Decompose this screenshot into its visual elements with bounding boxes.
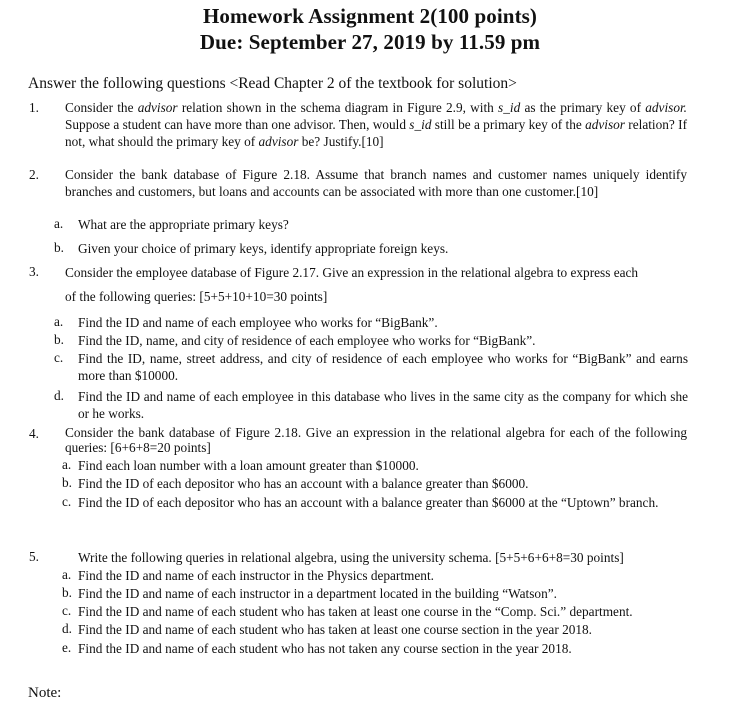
- q2-item-text: Given your choice of primary keys, identify appropriate foreign keys.: [78, 241, 449, 256]
- q2-item-letter: b.: [54, 240, 64, 255]
- q3-item-letter: b.: [54, 332, 64, 347]
- q5-item-text: Find the ID and name of each student who has not taken any course section in the year 2018.: [78, 641, 572, 656]
- q5-item-text: Find the ID and name of each instructor in a department located in the building “Watson”.: [78, 586, 557, 601]
- q5-item-letter: e.: [62, 640, 72, 655]
- q2-item-letter: a.: [54, 216, 64, 231]
- due-date: Due: September 27, 2019 by 11.59 pm: [199, 30, 541, 54]
- q3-item-text: Find the ID, name, and city of residence of each employee who works for “BigBank”.: [78, 333, 536, 348]
- q4-item-text: Find the ID of each depositor who has an account with a balance greater than $6000.: [78, 476, 529, 491]
- q5-item-letter: d.: [62, 621, 72, 636]
- question-5-text: Write the following queries in relational algebra, using the university schema. [5+5+6+6+8=30 points]: [78, 550, 624, 565]
- note-label: Note:: [28, 685, 62, 701]
- q4-item-letter: b.: [62, 475, 72, 490]
- q3-item-text: Find the ID and name of each employee in this database who lives in the same city as the company for which she or he works.: [78, 389, 688, 421]
- q3-item-text: Find the ID, name, street address, and city of residence of each employee who works for “BigBank” and earns more than $10000.: [78, 351, 688, 383]
- instructions: Answer the following questions <Read Chapter 2 of the textbook for solution>: [28, 75, 517, 92]
- question-5-number: 5.: [29, 549, 39, 564]
- q4-item-text: Find each loan number with a loan amount greater than $10000.: [78, 458, 419, 473]
- q4-item-text: Find the ID of each depositor who has an account with a balance greater than $6000 at the “Uptown” branch.: [78, 495, 659, 510]
- question-3-number: 3.: [29, 264, 39, 279]
- q4-item-letter: a.: [62, 457, 72, 472]
- question-3-text-line2: of the following queries: [5+5+10+10=30 points]: [65, 289, 328, 304]
- question-1-text: Consider the advisor relation shown in the schema diagram in Figure 2.9, with s_id as the primary key of advisor. Suppose a student can have more than one advisor. Then, would s_id still be a primary key of the advisor relation? If not, what should the primary key of advisor be? Justify.[10]: [65, 100, 688, 149]
- q3-item-letter: c.: [54, 350, 64, 365]
- q5-item-text: Find the ID and name of each student who has taken at least one course in the “Comp. Sci.” department.: [78, 604, 633, 619]
- q5-item-letter: c.: [62, 603, 72, 618]
- q5-item-letter: a.: [62, 567, 72, 582]
- question-4-text: Consider the bank database of Figure 2.18. Give an expression in the relational algebra for each of the following queries: [6+6+8=20 points]: [65, 425, 687, 455]
- q3-item-text: Find the ID and name of each employee who works for “BigBank”.: [78, 315, 438, 330]
- question-2-text: Consider the bank database of Figure 2.18. Assume that branch names and customer names uniquely identify branches and customers, but loans and accounts can be associated with more than one customer.[10]: [65, 167, 687, 199]
- q5-item-text: Find the ID and name of each student who has taken at least one course section in the year 2018.: [78, 622, 592, 637]
- q5-item-text: Find the ID and name of each instructor in the Physics department.: [78, 568, 434, 583]
- assignment-title: Homework Assignment 2(100 points): [202, 4, 538, 28]
- q2-item-text: What are the appropriate primary keys?: [78, 217, 289, 232]
- question-4-number: 4.: [29, 426, 39, 441]
- question-2-number: 2.: [29, 167, 39, 182]
- q3-item-letter: d.: [54, 388, 64, 403]
- q4-item-letter: c.: [62, 494, 72, 509]
- question-1-number: 1.: [29, 100, 39, 115]
- question-3-text-line1: Consider the employee database of Figure 2.17. Give an expression in the relational algebra to express each: [65, 265, 639, 280]
- q5-item-letter: b.: [62, 585, 72, 600]
- q3-item-letter: a.: [54, 314, 64, 329]
